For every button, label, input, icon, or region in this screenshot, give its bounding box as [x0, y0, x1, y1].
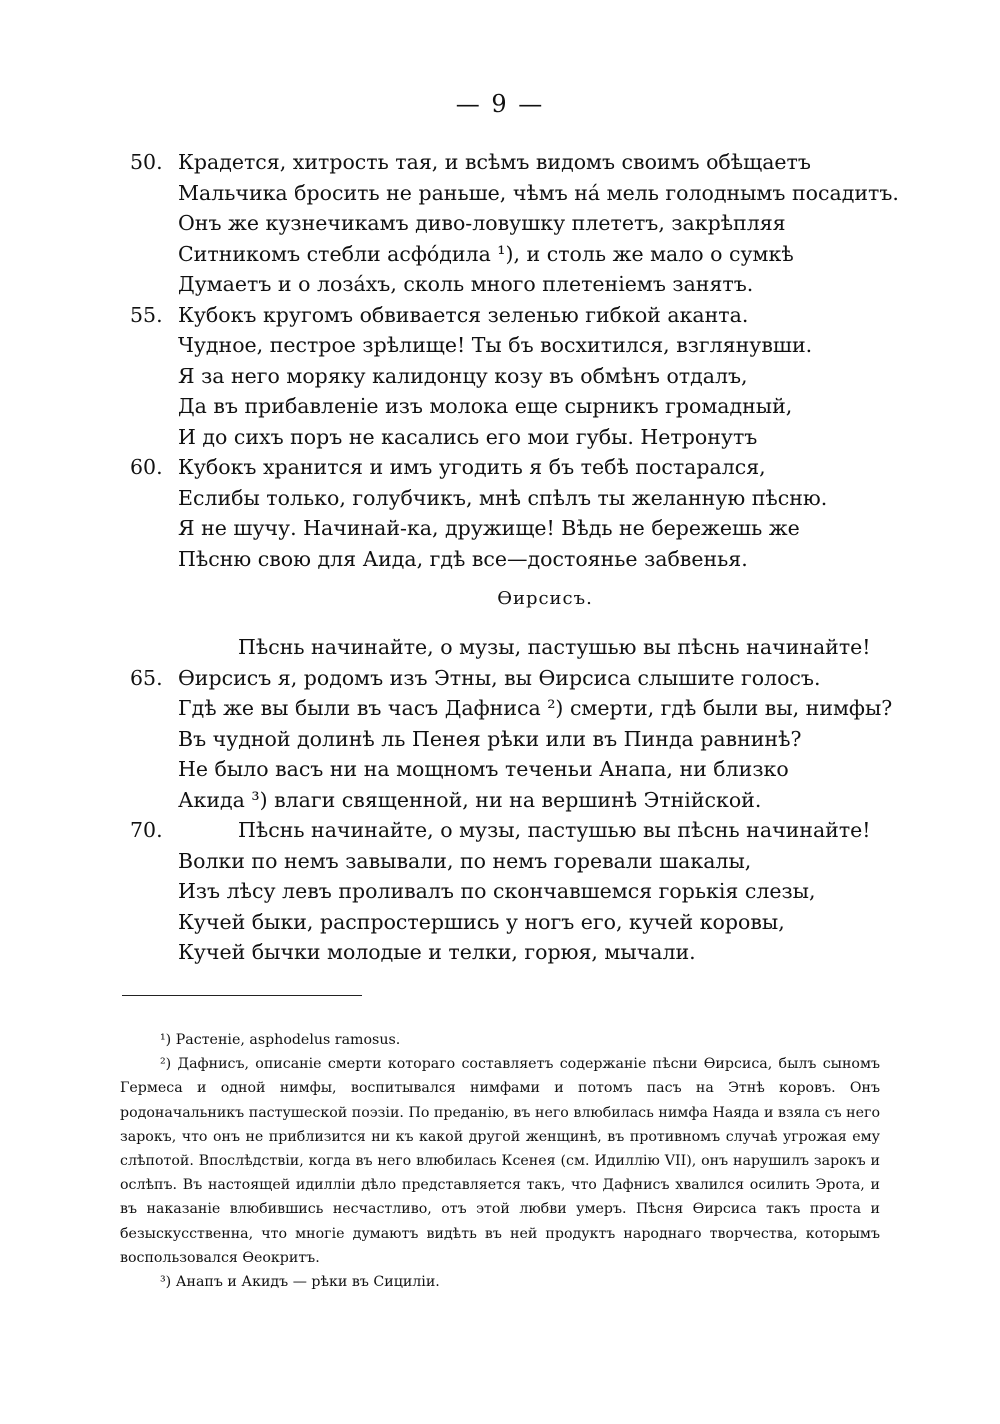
poem: [130, 147, 899, 968]
footnote-2: [120, 1052, 880, 1270]
line-text: Кучей быки, распростершись у ногъ его, кучей коровы,: [178, 909, 785, 934]
poem-line: [130, 907, 890, 938]
line-text: Волки по немъ завывали, по немъ горевали шакалы,: [178, 848, 752, 873]
footnote-mark: ¹): [160, 1032, 172, 1048]
page-number: — 9 —: [455, 90, 545, 118]
line-number: 50.: [130, 150, 163, 174]
poem-line: [130, 632, 890, 663]
line-text: Пѣснь начинайте, о музы, пастушью вы пѣснь начинайте!: [238, 818, 871, 842]
line-text: Крадется, хитрость тая, и всѣмъ видомъ своимъ обѣщаетъ: [178, 150, 811, 174]
footnote-text: Анапъ и Акидъ — рѣки въ Сициліи.: [175, 1274, 440, 1291]
poem-line: [130, 785, 890, 816]
line-text: Пѣснь начинайте, о музы, пастушью вы пѣснь начинайте!: [238, 635, 871, 659]
line-text: Пѣсню свою для Аида, гдѣ все—достоянье забвенья.: [178, 546, 748, 571]
poem-line: [130, 937, 890, 968]
footnote-3: [120, 1270, 880, 1294]
line-text: Не было васъ ни на мощномъ теченьи Анапа, ни близко: [178, 757, 789, 781]
line-text: Мальчика бросить не раньше, чѣмъ на́ мель голоднымъ посадитъ.: [178, 180, 899, 205]
poem-line: [130, 846, 890, 877]
poem-line: [130, 452, 890, 483]
line-text: Гдѣ же вы были въ часъ Дафниса ²) смерти, гдѣ были вы, нимфы?: [178, 696, 893, 720]
line-number: 70.: [130, 818, 163, 842]
footnote-text: Растеніе, asphodelus ramosus.: [175, 1032, 401, 1048]
line-text: Онъ же кузнечикамъ диво-ловушку плететъ, закрѣпляя: [178, 211, 786, 235]
line-text: Думаетъ и о лоза́хъ, сколь много плетеніемъ занятъ.: [178, 272, 754, 296]
poem-line: [130, 208, 890, 239]
section-heading: Ѳирсисъ.: [497, 588, 593, 609]
line-text: Чудное, пестрое зрѣлище! Ты бъ восхитился, взглянувши.: [178, 333, 813, 357]
line-text: Я не шучу. Начинай-ка, дружище! Вѣдь не бережешь же: [178, 516, 800, 540]
line-text: Ѳирсисъ я, родомъ изъ Этны, вы Ѳирсиса слышите голосъ.: [178, 665, 821, 690]
line-text: Въ чудной долинѣ ль Пенея рѣки или въ Пинда равнинѣ?: [178, 726, 802, 751]
footnotes: [120, 1028, 880, 1294]
poem-line: [130, 815, 890, 846]
poem-line: [130, 269, 890, 300]
line-text: Еслибы только, голубчикъ, мнѣ спѣлъ ты желанную пѣсню.: [178, 485, 828, 510]
footnote-divider: [122, 995, 362, 996]
poem-line: [130, 178, 899, 209]
poem-line: [130, 330, 890, 361]
line-text: Да въ прибавленіе изъ молока еще сырникъ громадный,: [178, 394, 793, 418]
poem-line: [130, 724, 890, 755]
poem-line: [130, 147, 890, 178]
poem-line: [130, 693, 893, 724]
poem-stanza-1: [130, 147, 899, 574]
footnote-1: [120, 1028, 880, 1052]
line-number: 65.: [130, 665, 163, 690]
line-text: Акида ³) влаги священной, ни на вершинѣ Этнійской.: [178, 787, 762, 812]
poem-line: [130, 513, 890, 544]
poem-line: [130, 239, 890, 270]
poem-line: [130, 754, 890, 785]
line-text: Кубокъ хранится и имъ угодить я бъ тебѣ постарался,: [178, 455, 766, 479]
footnote-mark: ³): [160, 1274, 172, 1291]
poem-line: [130, 876, 890, 907]
poem-line: [130, 422, 890, 453]
poem-line: [130, 663, 890, 694]
line-number: 55.: [130, 302, 163, 327]
line-text: Кубокъ кругомъ обвивается зеленью гибкой аканта.: [178, 302, 749, 327]
poem-line: [130, 391, 890, 422]
line-text: Я за него моряку калидонцу козу въ обмѣнъ отдалъ,: [178, 363, 748, 388]
line-number: 60.: [130, 455, 163, 479]
line-text: Ситникомъ стебли асфо́дила ¹), и столь же мало о сумкѣ: [178, 241, 794, 266]
footnote-mark: ²): [160, 1056, 172, 1073]
poem-line: [130, 300, 890, 331]
poem-line: [130, 483, 890, 514]
poem-line: [130, 361, 890, 392]
line-text: И до сихъ поръ не касались его мои губы. Нетронутъ: [178, 424, 758, 449]
poem-line: [130, 544, 890, 575]
line-text: Кучей бычки молодые и телки, горюя, мычали.: [178, 940, 696, 964]
poem-stanza-2: [130, 632, 893, 968]
line-text: Изъ лѣсу левъ проливалъ по скончавшемся горькія слезы,: [178, 879, 816, 903]
footnote-text: Дафнисъ, описаніе смерти котораго составляетъ содержаніе пѣсни Ѳирсиса, былъ сыномъ Гермеса и одной нимфы, воспитывался нимфами и потомъ пасъ на Этнѣ коровъ. Онъ родоначальникъ пастушеской поэзіи. По преданію, въ него влюбилась нимфа Наяда и взяла съ него зарокъ, что онъ не приблизится ни къ какой другой женщинѣ, въ противномъ случаѣ угрожая ему слѣпотой. Впослѣдствіи, когда въ него влюбилась Ксенея (см. Идиллію VII), онъ нарушилъ зарокъ и ослѣпъ. Въ настоящей идилліи дѣло представляется такъ, что Дафнисъ хвалился осилить Эрота, и въ наказаніе влюбившись несчастливо, отъ этой любви умеръ. Пѣсня Ѳирсиса такъ проста и безыскусственна, что многіе думаютъ видѣть въ ней продуктъ народнаго творчества, которымъ воспользовался Ѳеокритъ.: [120, 1056, 880, 1266]
